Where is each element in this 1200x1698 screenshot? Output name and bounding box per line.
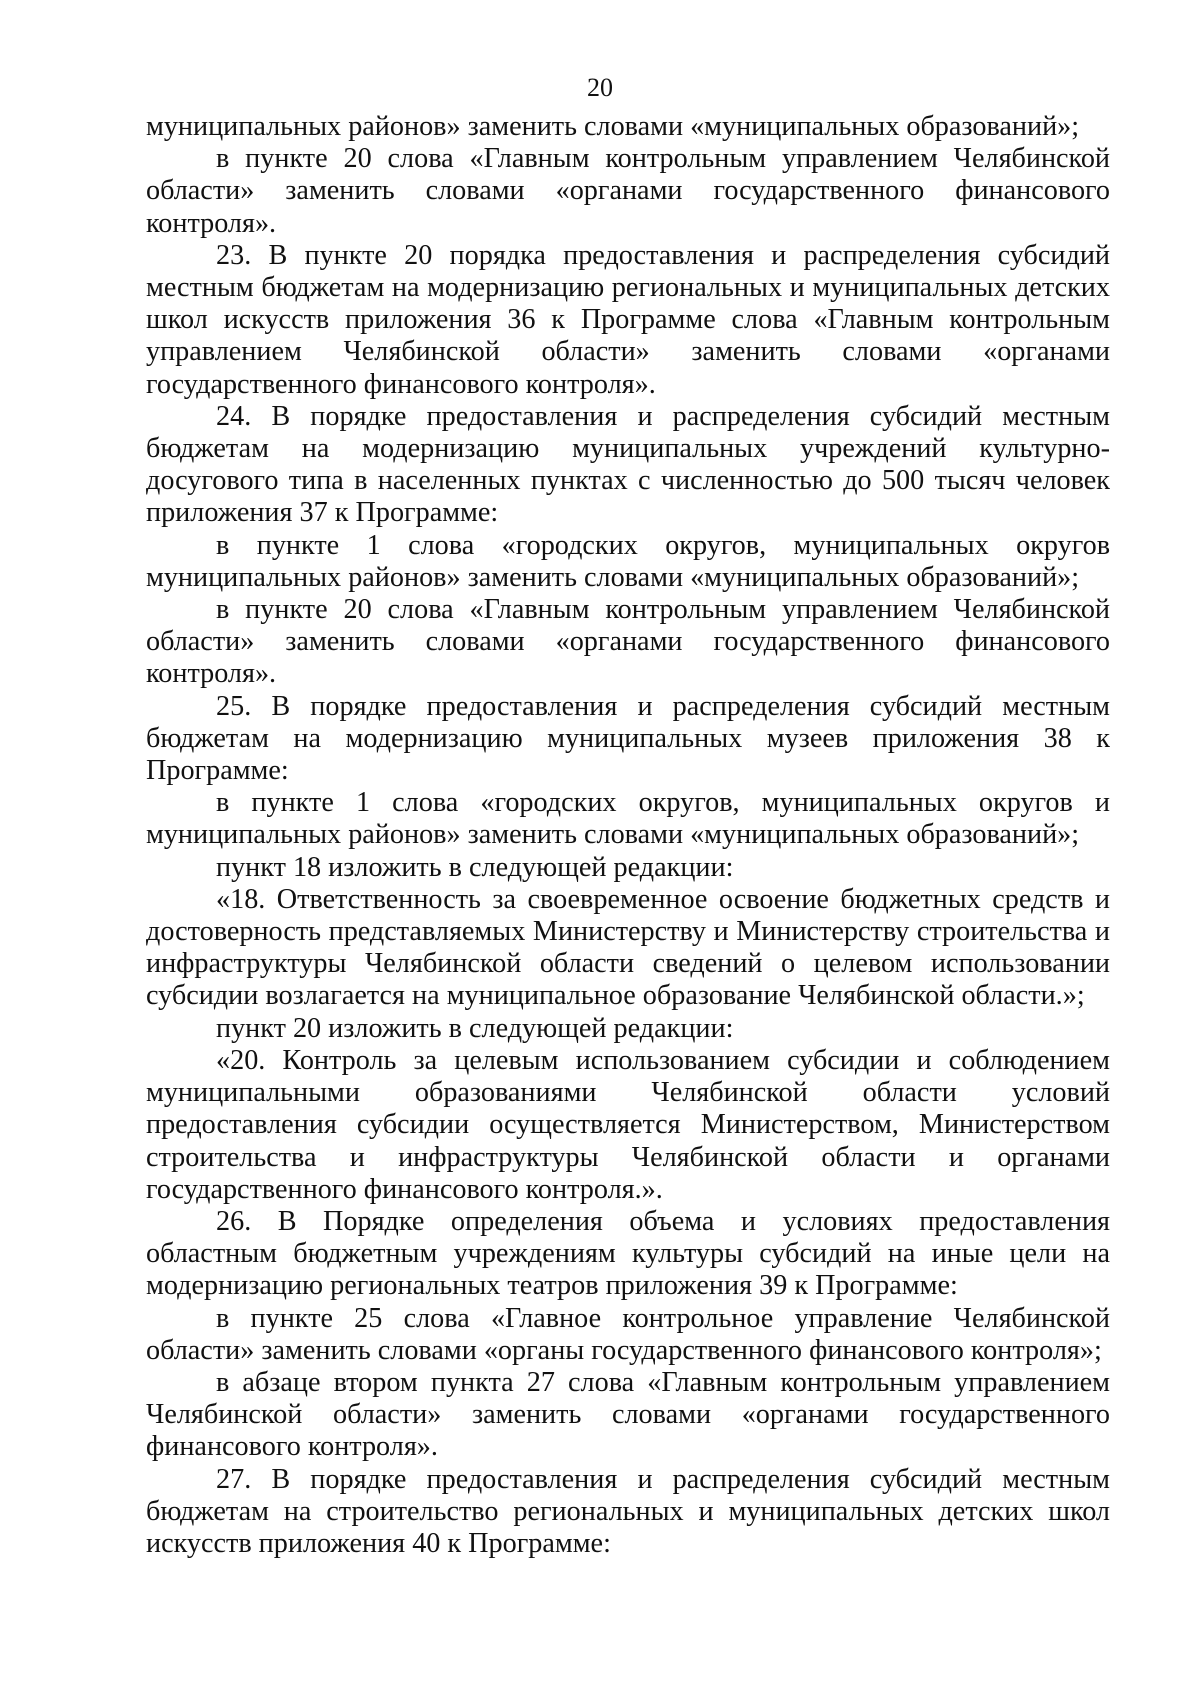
page-number: 20	[587, 73, 613, 102]
paragraph-14: в пункте 25 слова «Главное контрольное управление Челябинской области» заменить словами «органы государственного финансового контроля»;	[146, 1302, 1110, 1366]
paragraph-3: 23. В пункте 20 порядка предоставления и распределения субсидий местным бюджетам на модернизацию региональных и муниципальных детских школ искусств приложения 36 к Программе слова «Главным контрольным управлением Челябинской области» заменить словами «органами государственного финансового контроля».	[146, 239, 1110, 400]
paragraph-16: 27. В порядке предоставления и распределения субсидий местным бюджетам на строительство региональных и муниципальных детских школ искусств приложения 40 к Программе:	[146, 1463, 1110, 1559]
paragraph-10: «18. Ответственность за своевременное освоение бюджетных средств и достоверность представляемых Министерству и Министерству строительства и инфраструктуры Челябинской области сведений о целевом использовании субсидии возлагается на муниципальное образование Челябинской области.»;	[146, 883, 1110, 1012]
paragraph-11: пункт 20 изложить в следующей редакции:	[216, 1012, 734, 1044]
paragraph-9: пункт 18 изложить в следующей редакции:	[216, 851, 734, 883]
paragraph-13: 26. В Порядке определения объема и условиях предоставления областным бюджетным учреждениям культуры субсидий на иные цели на модернизацию региональных театров приложения 39 к Программе:	[146, 1205, 1110, 1302]
paragraph-5: в пункте 1 слова «городских округов, муниципальных округов муниципальных районов» заменить словами «муниципальных образований»;	[146, 529, 1110, 593]
paragraph-2: в пункте 20 слова «Главным контрольным управлением Челябинской области» заменить словами «органами государственного финансового контроля».	[146, 143, 1110, 239]
paragraph-8: в пункте 1 слова «городских округов, муниципальных округов и муниципальных районов» заменить словами «муниципальных образований»;	[146, 787, 1110, 851]
paragraph-1: муниципальных районов» заменить словами «муниципальных образований»;	[146, 111, 1080, 142]
paragraph-12: «20. Контроль за целевым использованием субсидии и соблюдением муниципальными образованиями Челябинской области условий предоставления субсидии осуществляется Министерством, Министерством строительства и инфраструктуры Челябинской области и органами государственного финансового контроля.».	[146, 1044, 1110, 1205]
document-body	[146, 111, 1110, 1560]
paragraph-15: в абзаце втором пункта 27 слова «Главным контрольным управлением Челябинской области» заменить словами «органами государственного финансового контроля».	[146, 1366, 1110, 1463]
paragraph-6: в пункте 20 слова «Главным контрольным управлением Челябинской области» заменить словами «органами государственного финансового контроля».	[146, 594, 1110, 690]
paragraph-7: 25. В порядке предоставления и распределения субсидий местным бюджетам на модернизацию муниципальных музеев приложения 38 к Программе:	[146, 690, 1110, 787]
paragraph-4: 24. В порядке предоставления и распределения субсидий местным бюджетам на модернизацию муниципальных учреждений культурно-досугового типа в населенных пунктах с численностью до 500 тысяч человек приложения 37 к Программе:	[146, 400, 1110, 529]
